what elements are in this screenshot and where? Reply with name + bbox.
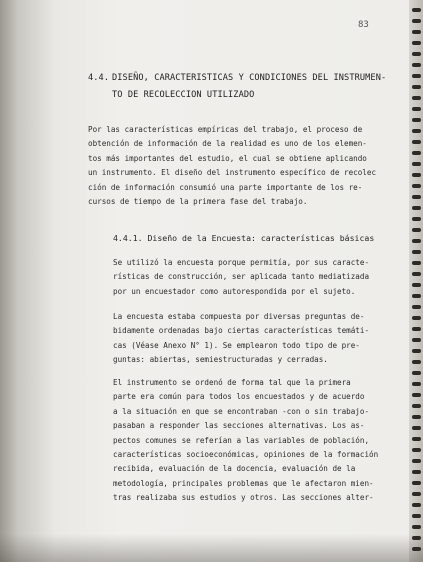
binding-ring <box>412 239 421 243</box>
binding-ring <box>412 140 421 144</box>
binding-ring <box>412 338 421 342</box>
text-line: rísticas de construcción, ser aplicada tanto mediatizada <box>113 272 370 282</box>
text-line: pasaban a responder las secciones alternativas. Los as- <box>113 421 365 431</box>
text-line: un instrumento. El diseño del instrumento específico de recolec <box>88 168 377 178</box>
binding-ring <box>412 129 421 133</box>
binding-ring <box>412 184 421 188</box>
binding-ring <box>412 503 421 507</box>
binding-ring <box>412 371 421 375</box>
binding-ring <box>412 261 421 265</box>
binding-ring <box>412 393 421 397</box>
text-line: pectos comunes se referían a las variables de población, <box>113 435 370 445</box>
binding-ring <box>412 514 421 518</box>
text-line: Por las características empíricas del trabajo, el proceso de <box>88 125 363 134</box>
page-number: 83 <box>358 20 369 30</box>
binding-ring <box>412 327 421 331</box>
binding-ring <box>412 63 421 67</box>
spiral-binding <box>409 0 423 562</box>
text-line: cursos de tiempo de la primera fase del trabajo. <box>88 197 308 207</box>
text-line: recibida, evaluación de la docencia, evaluación de la <box>113 464 356 474</box>
binding-ring <box>412 448 421 452</box>
text-line: tras realizaba sus estudios y otros. Las secciones alter- <box>113 493 374 503</box>
binding-ring <box>412 74 421 78</box>
text-line: por un encuestador como autorespondida por el sujeto. <box>113 286 356 296</box>
section-heading-line-1: 4.4. DISEÑO, CARACTERISTICAS Y CONDICIONES DEL INSTRUMEN- <box>88 70 388 87</box>
binding-ring <box>412 360 421 364</box>
binding-ring <box>412 316 421 320</box>
binding-ring <box>412 195 421 199</box>
binding-ring <box>412 382 421 386</box>
binding-ring <box>412 19 421 23</box>
text-line: La encuesta estaba compuesta por diversas preguntas de- <box>113 312 365 321</box>
binding-ring <box>412 8 421 12</box>
page-bottom-shadow <box>0 534 423 562</box>
text-line: ción de información consumió una parte importante de los re- <box>88 182 363 192</box>
binding-ring <box>412 437 421 441</box>
binding-ring <box>412 85 421 89</box>
section-number: 4.4. <box>88 73 110 83</box>
text-line: características socioeconómicas, opiniones de la formación <box>113 450 379 460</box>
subsection-heading: 4.4.1. Diseño de la Encuesta: características básicas <box>113 233 375 243</box>
binding-ring <box>412 492 421 496</box>
binding-ring <box>412 228 421 232</box>
text-line: obtención de información de la realidad es uno de los elemen- <box>88 139 367 149</box>
binding-ring <box>412 525 421 529</box>
binding-ring <box>412 52 421 56</box>
paragraph-2 <box>113 256 383 299</box>
text-line: metodología, principales problemas que le afectaron mien- <box>113 478 374 488</box>
binding-ring <box>412 305 421 309</box>
binding-ring <box>412 118 421 122</box>
binding-ring <box>412 162 421 166</box>
binding-ring <box>412 173 421 177</box>
binding-ring <box>412 283 421 287</box>
paragraph-4 <box>113 376 383 506</box>
binding-ring <box>412 294 421 298</box>
binding-ring <box>412 107 421 111</box>
binding-ring <box>412 206 421 210</box>
text-line: bidamente ordenadas bajo ciertas características temáti- <box>113 326 370 336</box>
binding-ring <box>412 426 421 430</box>
binding-ring <box>412 250 421 254</box>
text-line: cas (Véase Anexo N° 1). Se emplearon todo tipo de pre- <box>113 340 360 350</box>
binding-ring <box>412 151 421 155</box>
text-line: guntas: abiertas, semiestructuradas y cerradas. <box>113 355 328 365</box>
binding-ring <box>412 415 421 419</box>
binding-ring <box>412 349 421 353</box>
paragraph-1 <box>88 123 378 209</box>
text-line: El instrumento se ordenó de forma tal que la primera <box>113 378 351 387</box>
binding-ring <box>412 404 421 408</box>
binding-ring <box>412 470 421 474</box>
text-line: Se utilizó la encuesta porque permitía, por sus caracte- <box>113 258 370 267</box>
text-line: parte era común para todos los encuestados y de acuerdo <box>113 392 365 402</box>
paragraph-3 <box>113 310 383 368</box>
section-heading-line-2: TO DE RECOLECCION UTILIZADO <box>112 90 255 100</box>
binding-ring <box>412 481 421 485</box>
binding-ring <box>412 459 421 463</box>
section-heading <box>88 70 388 104</box>
binding-ring <box>412 272 421 276</box>
binding-ring <box>412 41 421 45</box>
binding-ring <box>412 30 421 34</box>
binding-ring <box>412 96 421 100</box>
binding-ring <box>412 217 421 221</box>
text-line: tos más importantes del estudio, el cual se obtiene aplicando <box>88 153 367 163</box>
text-line: a la situación en que se encontraban -con o sin trabajo- <box>113 406 370 416</box>
